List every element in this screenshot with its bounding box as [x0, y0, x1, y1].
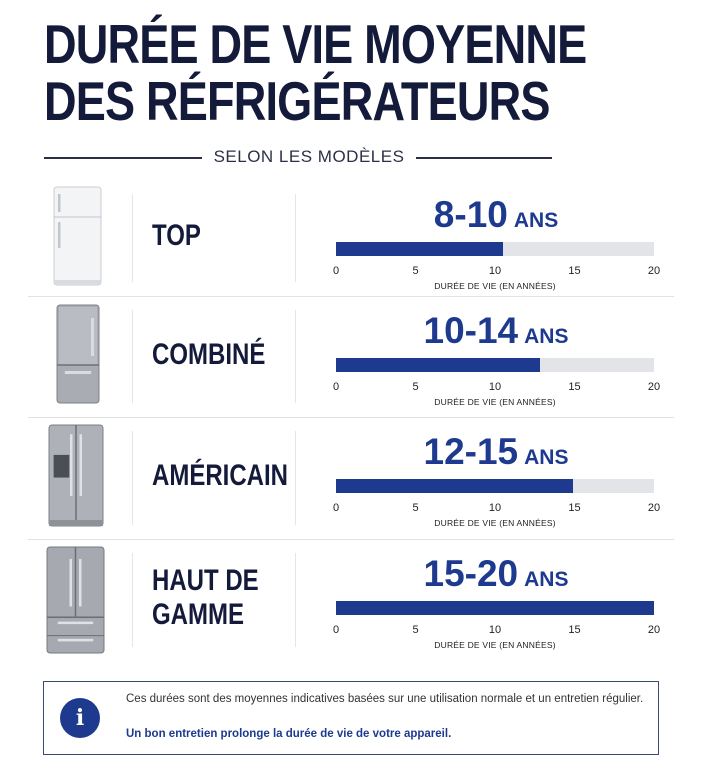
model-label-line: TOP: [152, 219, 201, 252]
info-icon: i: [60, 698, 100, 738]
range-unit: ANS: [513, 209, 559, 232]
tick-label: 20: [647, 265, 661, 277]
bar-fill: [336, 601, 654, 615]
info-text: Ces durées sont des moyennes indicatives basées sur une utilisation normale et un entretien régulier.: [126, 693, 644, 705]
image-divider: [132, 310, 133, 403]
range-value: 12-15: [423, 431, 519, 472]
fridge-image: [56, 304, 100, 409]
tick-label: 5: [412, 265, 419, 277]
axis-label: DURÉE DE VIE (EN ANNÉES): [434, 518, 556, 528]
subtitle-row: [44, 146, 552, 170]
tick-label: 0: [332, 502, 340, 514]
tick-label: 5: [412, 624, 419, 636]
model-label: [152, 564, 259, 632]
model-label-line: COMBINÉ: [152, 337, 266, 371]
model-label: [152, 459, 288, 493]
fridge-image: [53, 186, 102, 291]
tick-label: 15: [568, 265, 581, 277]
range-unit: ANS: [524, 325, 569, 348]
label-divider: [295, 194, 296, 282]
tick-label: 0: [332, 624, 340, 636]
subtitle-rule-left: [44, 157, 202, 159]
bar-track: [336, 601, 654, 615]
tick-label: 5: [412, 502, 419, 514]
info-highlight: Un bon entretien prolonge la durée de vie de votre appareil.: [126, 728, 452, 740]
tick-label: 5: [412, 381, 419, 393]
row-separator: [28, 417, 674, 418]
tick-label: 10: [488, 502, 502, 514]
label-divider: [295, 431, 296, 525]
range-value: 8-10: [433, 194, 508, 235]
fridge-image: [46, 546, 105, 659]
bar-track: [336, 358, 654, 372]
tick-label: 0: [332, 381, 340, 393]
range-value: 15-20: [423, 553, 519, 594]
bar-track: [336, 242, 654, 256]
range-label: [336, 310, 656, 352]
bar-track: [336, 479, 654, 493]
bottom-freezer-fridge-icon: [56, 304, 100, 404]
title-line-2: DES RÉFRIGÉRATEURS: [44, 70, 550, 132]
tick-label: 20: [647, 502, 661, 514]
french-door-fridge-icon: [46, 546, 105, 654]
range-unit: ANS: [524, 568, 569, 591]
subtitle-rule-right: [416, 157, 552, 159]
tick-label: 10: [488, 265, 502, 277]
tick-label: 15: [568, 502, 581, 514]
tick-label: 20: [647, 624, 661, 636]
range-value: 10-14: [423, 310, 519, 351]
label-divider: [295, 310, 296, 403]
model-label-line: GAMME: [152, 598, 244, 631]
tick-label: 15: [568, 624, 581, 636]
bar-fill: [336, 242, 503, 256]
image-divider: [132, 553, 133, 647]
row-separator: [28, 296, 674, 297]
bar-fill: [336, 358, 540, 372]
range-label: [336, 194, 656, 236]
model-label-line: AMÉRICAIN: [152, 459, 288, 492]
subtitle: SELON LES MODÈLES: [213, 147, 405, 166]
range-label: [336, 553, 656, 595]
title-line-1: DURÉE DE VIE MOYENNE: [44, 13, 587, 75]
model-label: [152, 219, 201, 253]
label-divider: [295, 553, 296, 647]
tick-label: 10: [488, 381, 502, 393]
range-unit: ANS: [524, 446, 569, 469]
bar-fill: [336, 479, 573, 493]
fridge-image: [48, 424, 104, 532]
top-freezer-fridge-icon: [53, 186, 102, 286]
model-label-line: HAUT DE: [152, 564, 259, 597]
axis-label: DURÉE DE VIE (EN ANNÉES): [434, 397, 556, 407]
side-by-side-fridge-icon: [48, 424, 104, 527]
axis-label: DURÉE DE VIE (EN ANNÉES): [434, 281, 556, 291]
tick-label: 10: [488, 624, 502, 636]
info-box: [43, 681, 659, 755]
image-divider: [132, 431, 133, 525]
tick-label: 0: [332, 265, 340, 277]
range-label: [336, 431, 656, 473]
tick-label: 20: [647, 381, 661, 393]
image-divider: [132, 194, 133, 282]
axis-label: DURÉE DE VIE (EN ANNÉES): [434, 640, 556, 650]
row-separator: [28, 539, 674, 540]
page-title: [44, 13, 684, 132]
model-label: [152, 338, 265, 372]
tick-label: 15: [568, 381, 581, 393]
